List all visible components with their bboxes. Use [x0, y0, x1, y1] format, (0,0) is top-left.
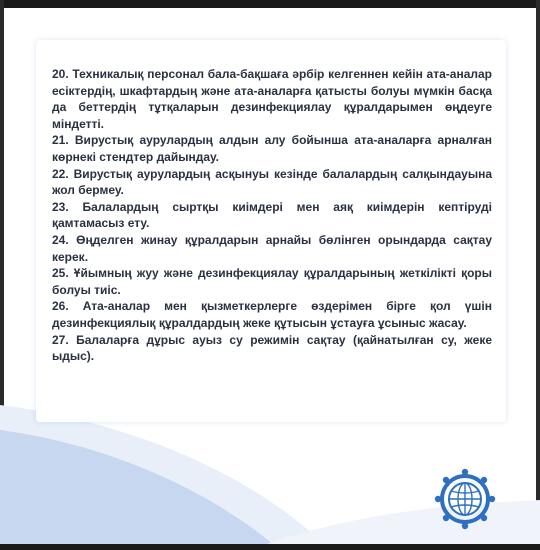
list-item: 24. Өңделген жинау құралдарын арнайы бөлінген орындарда сақтау керек. [52, 232, 492, 264]
list-item: 21. Вирустық аурулардың алдын алу бойынша ата-аналарға арналған көрнекі стендтер дайындау. [52, 133, 492, 164]
globe-gear-emblem-icon [434, 468, 496, 530]
list-item: 27. Балаларға дұрыс ауыз су режимін сақтау (қайнатылған су, жеке ыдыс). [52, 332, 492, 364]
list-item: 23. Балалардың сыртқы киімдері мен аяқ киімдерін кептіруді қамтамасыз ету. [52, 199, 492, 231]
bottom-frame-strip [0, 544, 540, 550]
list-item: 22. Вирустық аурулардың асқынуы кезінде балалардың салқындауына жол бермеу. [52, 166, 492, 198]
list-item: 26. Ата-аналар мен қызметкерлерге өздерімен бірге қол үшін дезинфекциялық құралдардың жеке құтысын ұстауға ұсыныс жасау. [52, 299, 492, 330]
list-item: 25. Ұйымның жуу және дезинфекциялау құралдарының жеткілікті қоры болуы тиіс. [52, 266, 492, 297]
instructions-list [52, 66, 492, 365]
list-item: 20. Техникалық персонал бала-бақшаға әрбір келгеннен кейін ата-аналар есіктердің, шкафтардың және ата-аналарға қатысты болуы мүмкін басқа да беттердің тұтқаларын дезинфекциялау құралдарымен өңдеуге міндетті. [52, 67, 492, 131]
